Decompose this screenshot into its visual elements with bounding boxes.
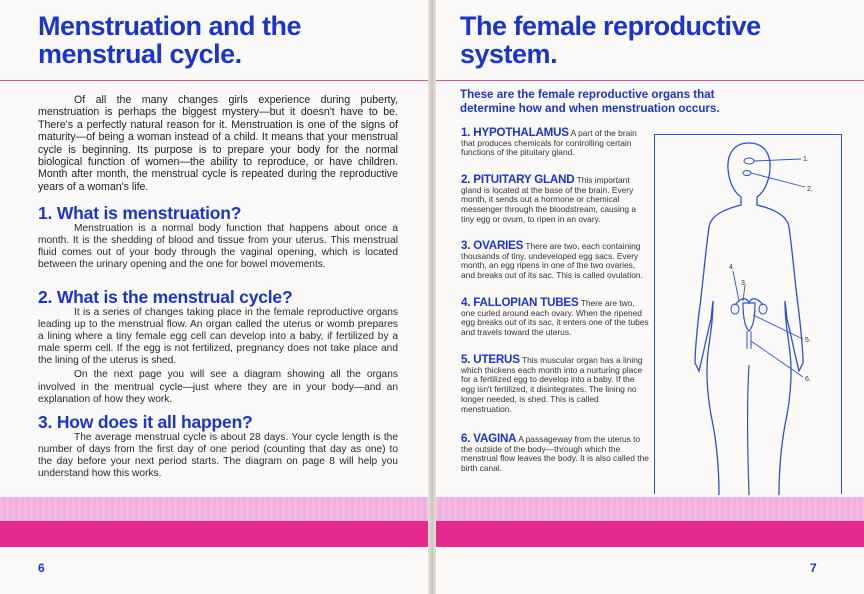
organ-vagina — [461, 434, 649, 474]
diagram-label-3: 3. — [741, 280, 747, 287]
diagram-label-1: 1. — [803, 156, 809, 163]
left-page — [0, 0, 430, 594]
uterus-shape — [743, 303, 755, 331]
leader-line-5 — [753, 315, 803, 339]
title-divider — [0, 80, 430, 81]
vagina-shape — [747, 331, 751, 349]
section-heading-1: 1. What is menstruation? — [38, 203, 242, 223]
pituitary-shape — [743, 171, 751, 176]
organ-desc: There are two, one curled around each ovary. When the ripened egg breaks out of its sac, it enters one of the tubes and travels toward the uterus. — [461, 298, 649, 338]
right-page — [436, 0, 864, 594]
organ-pituitary — [461, 175, 649, 225]
reproductive-system-diagram — [654, 134, 842, 494]
pink-band-dark-right — [436, 521, 864, 547]
organ-name: 3. OVARIES — [461, 239, 524, 252]
right-page-title: The female reproductive system. — [460, 11, 761, 69]
organ-name: 5. UTERUS — [461, 353, 520, 366]
page-number-left: 6 — [38, 561, 45, 575]
pink-band-light-right — [436, 497, 864, 521]
left-page-title: Menstruation and the menstrual cycle. — [38, 11, 302, 69]
leg-divide — [748, 365, 750, 495]
organ-fallopian-tubes — [461, 298, 649, 338]
section-heading-2: 2. What is the menstrual cycle? — [38, 287, 293, 307]
diagram-label-6: 6. — [805, 376, 811, 383]
diagram-label-2: 2. — [807, 186, 813, 193]
title-divider-right — [436, 80, 864, 81]
organ-desc: A part of the brain that produces chemicals for controlling certain functions of the pituitary gland. — [461, 128, 637, 158]
organ-hypothalamus — [461, 128, 649, 158]
section-3-paragraph-1: The average menstrual cycle is about 28 days. Your cycle length is the number of days from the first day of one period (counting that day as one) to the day before your next period starts. The diagram on page 8 will help you understand how this works. — [38, 432, 398, 480]
organ-desc: This important gland is located at the base of the brain. Every month, it sends out a hormone or chemical messenger through the bloodstream, causing a tiny egg or ovum, to ripen in an ovary. — [461, 175, 637, 224]
organ-name: 1. HYPOTHALAMUS — [461, 126, 569, 139]
page-number-right: 7 — [810, 561, 817, 575]
organs-subhead: These are the female reproductive organs that determine how and when menstruation occurs. — [460, 88, 720, 115]
organ-desc: A passageway from the uterus to the outside of the body—through which the menstrual flow leaves the body. It is also called the birth canal. — [461, 434, 649, 474]
leader-line-6 — [751, 341, 803, 377]
hypothalamus-shape — [744, 158, 754, 164]
section-1-paragraph-1: Menstruation is a normal body function that happens about once a month. It is the shedding of blood and tissue from your uterus. This menstrual fluid comes out of your body through the vaginal opening, which is located between the urinary opening and the one for bowel movements. — [38, 223, 398, 271]
organ-desc: This muscular organ has a lining which thickens each month into a nurturing place for a fertilized egg to develop into a baby. If the egg isn't fertilized, it disintegrates. The lining no longer needed, is shed. This is called menstruation. — [461, 355, 643, 414]
section-2-paragraph-2: On the next page you will see a diagram showing all the organs involved in the mentrual cycle—just where they are in your body—and an explanation of how they work. — [38, 369, 398, 405]
organ-name: 6. VAGINA — [461, 432, 517, 445]
intro-paragraph: Of all the many changes girls experience during puberty, menstruation is perhaps the biggest mystery—but it doesn't have to be. There's a perfectly natural reason for it. Menstruation is one of the signs of maturity—of being a woman instead of a child. It means that your menstrual cycle is beginning. Its purpose is to prepare your body for the normal biological function of women—the ability to reproduce, or have children. Month after month, the menstrual cycle is repeated during the reproductive years of a woman's life. — [38, 94, 398, 193]
section-body-3 — [38, 432, 398, 480]
leader-line-2 — [751, 173, 805, 187]
organ-name: 4. FALLOPIAN TUBES — [461, 296, 579, 309]
section-body-1 — [38, 223, 398, 271]
diagram-label-5: 5. — [805, 337, 811, 344]
organ-uterus — [461, 355, 649, 414]
pink-band-dark — [0, 521, 430, 547]
diagram-label-4: 4. — [729, 264, 735, 271]
body-outline-figure — [655, 135, 843, 495]
leader-line-4 — [733, 271, 739, 301]
section-2-paragraph-1: It is a series of changes taking place in the female reproductive organs leading up to the menstrual flow. An organ called the uterus or womb prepares a lining where a tiny female egg cell can develop into a baby, if fertilized by a male sperm cell. If the egg is not fertilized, pregnancy does not take place and the lining of the uterus is shed. — [38, 307, 398, 367]
section-body-2 — [38, 307, 398, 406]
leader-line-1 — [754, 159, 801, 161]
left-ovary-shape — [731, 304, 739, 314]
organ-ovaries — [461, 241, 649, 281]
fallopian-tubes-shape — [735, 299, 763, 305]
right-ovary-shape — [759, 304, 767, 314]
organ-desc: There are two, each containing thousands of tiny, undeveloped egg sacs. Every month, an egg ripens in one of the two ovaries, and breaks out of its sac. This is called ovulation. — [461, 241, 643, 281]
section-heading-3: 3. How does it all happen? — [38, 412, 253, 432]
pink-band-light — [0, 497, 430, 521]
organ-name: 2. PITUITARY GLAND — [461, 173, 575, 186]
body-left-outline — [695, 143, 749, 495]
body-right-outline — [749, 143, 803, 495]
